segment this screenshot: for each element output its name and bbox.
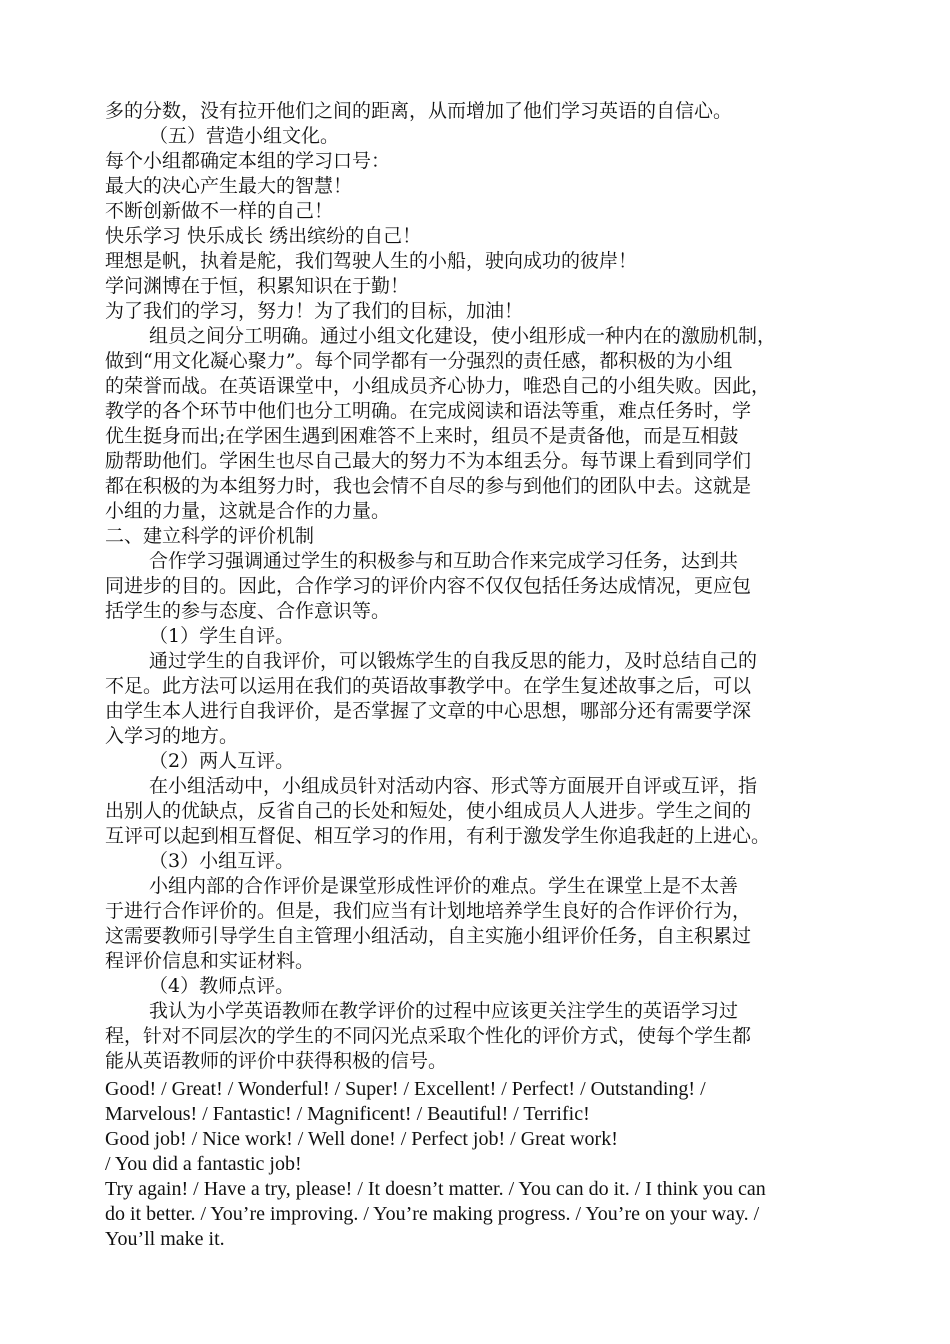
paragraph-line: 能从英语教师的评价中获得积极的信号。 <box>105 1050 448 1072</box>
paragraph-line: 教学的各个环节中他们也分工明确。在完成阅读和语法等重，难点任务时，学 <box>105 400 752 422</box>
paragraph-line: 小组的力量，这就是合作的力量。 <box>105 500 391 522</box>
paragraph-line: 励帮助他们。学困生也尽自己最大的努力不为本组丢分。每节课上看到同学们 <box>105 450 752 472</box>
paragraph-line: 在小组活动中，小组成员针对活动内容、形式等方面展开自评或互评，指 <box>149 775 758 797</box>
section-heading: （五）营造小组文化。 <box>149 125 340 147</box>
section-heading: 二、建立科学的评价机制 <box>105 525 315 547</box>
text-line: 多的分数，没有拉开他们之间的距离，从而增加了他们学习英语的自信心。 <box>105 100 733 122</box>
encouragement-phrase-line: do it better. / You’re improving. / You’re making progress. / You’re on your way. / <box>105 1203 760 1225</box>
slogan-line: 为了我们的学习，努力！为了我们的目标，加油！ <box>105 300 524 322</box>
paragraph-line: 由学生本人进行自我评价，是否掌握了文章的中心思想，哪部分还有需要学深 <box>105 700 752 722</box>
praise-phrase-line: Marvelous! / Fantastic! / Magnificent! / Beautiful! / Terrific! <box>105 1103 590 1125</box>
subsection-heading: （1）学生自评。 <box>149 625 295 647</box>
praise-phrase-line: / You did a fantastic job! <box>105 1153 302 1175</box>
slogan-line: 快乐学习 快乐成长 绣出缤纷的自己！ <box>105 225 422 247</box>
encouragement-phrase-line: Try again! / Have a try, please! / It doesn’t matter. / You can do it. / I think you can <box>105 1178 766 1200</box>
paragraph-line: 出别人的优缺点，反省自己的长处和短处，使小组成员人人进步。学生之间的 <box>105 800 752 822</box>
paragraph-line: 优生挺身而出;在学困生遇到困难答不上来时，组员不是责备他，而是互相鼓 <box>105 425 739 447</box>
paragraph-line: 合作学习强调通过学生的积极参与和互助合作来完成学习任务，达到共 <box>149 550 739 572</box>
slogan-line: 最大的决心产生最大的智慧！ <box>105 175 353 197</box>
paragraph-line: 于进行合作评价的。但是，我们应当有计划地培养学生良好的合作评价行为， <box>105 900 752 922</box>
encouragement-phrase-line: You’ll make it. <box>105 1228 225 1250</box>
subsection-heading: （3）小组互评。 <box>149 850 295 872</box>
paragraph-line: 做到“用文化凝心聚力”。每个同学都有一分强烈的责任感，都积极的为小组 <box>105 350 733 372</box>
paragraph-line: 程，针对不同层次的学生的不同闪光点采取个性化的评价方式，使每个学生都 <box>105 1025 752 1047</box>
paragraph-line: 都在积极的为本组努力时，我也会情不自尽的参与到他们的团队中去。这就是 <box>105 475 752 497</box>
paragraph-line: 互评可以起到相互督促、相互学习的作用，有利于激发学生你追我赶的上进心。 <box>105 825 771 847</box>
paragraph-line: 括学生的参与态度、合作意识等。 <box>105 600 391 622</box>
paragraph-line: 不足。此方法可以运用在我们的英语故事教学中。在学生复述故事之后，可以 <box>105 675 752 697</box>
subsection-heading: （4）教师点评。 <box>149 975 295 997</box>
paragraph-line: 这需要教师引导学生自主管理小组活动，自主实施小组评价任务，自主积累过 <box>105 925 752 947</box>
praise-phrase-line: Good! / Great! / Wonderful! / Super! / Excellent! / Perfect! / Outstanding! / <box>105 1078 706 1100</box>
paragraph-line: 同进步的目的。因此，合作学习的评价内容不仅仅包括任务达成情况，更应包 <box>105 575 752 597</box>
slogan-line: 学问渊博在于恒，积累知识在于勤！ <box>105 275 410 297</box>
paragraph-line: 组员之间分工明确。通过小组文化建设，使小组形成一种内在的激励机制， <box>149 325 777 347</box>
document-page <box>105 99 850 1252</box>
slogan-line: 不断创新做不一样的自己！ <box>105 200 334 222</box>
paragraph-line: 的荣誉而战。在英语课堂中，小组成员齐心协力，唯恐自己的小组失败。因此， <box>105 375 771 397</box>
subsection-heading: （2）两人互评。 <box>149 750 295 772</box>
paragraph-line: 我认为小学英语教师在教学评价的过程中应该更关注学生的英语学习过 <box>149 1000 739 1022</box>
paragraph-line: 小组内部的合作评价是课堂形成性评价的难点。学生在课堂上是不太善 <box>149 875 739 897</box>
slogan-line: 理想是帆，执着是舵，我们驾驶人生的小船，驶向成功的彼岸！ <box>105 250 638 272</box>
paragraph-line: 入学习的地方。 <box>105 725 239 747</box>
text-line: 每个小组都确定本组的学习口号： <box>105 150 391 172</box>
paragraph-line: 通过学生的自我评价，可以锻炼学生的自我反思的能力，及时总结自己的 <box>149 650 758 672</box>
praise-phrase-line: Good job! / Nice work! / Well done! / Perfect job! / Great work! <box>105 1128 618 1150</box>
paragraph-line: 程评价信息和实证材料。 <box>105 950 315 972</box>
